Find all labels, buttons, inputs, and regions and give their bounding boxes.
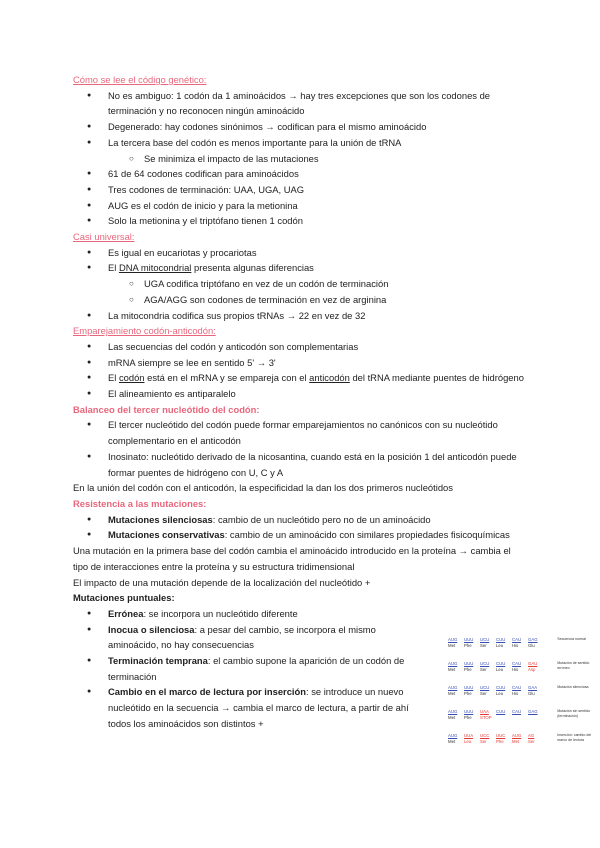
section-heading-balanceo: Balanceo del tercer nucleótido del codón: [73, 403, 260, 415]
list-resistencia [73, 512, 528, 543]
list-item: ● Mutaciones conservativas: cambio de un aminoácido con similares propiedades fisicoquímicas [73, 527, 528, 543]
codon-note: Mutación de sentido erróneo [557, 661, 590, 670]
list-item: ● El tercer nucleótido del codón puede formar emparejamientos no canónicos con su nucleótido complementario en el anticodón [73, 417, 528, 448]
codon-group: AUG UUA UCC UUC AUG AG Met Leu Ser Phe Met Ser Inserción: cambio del marco de lectura [448, 733, 598, 752]
list-item: ● Degenerado: hay codones sinónimos → codifican para el mismo aminoácido [73, 119, 528, 135]
list-item: ● La tercera base del codón es menos importante para la unión de tRNA [73, 135, 528, 151]
list-item: ● Errónea: se incorpora un nucleótido diferente [73, 606, 413, 622]
list-item: ● AUG es el codón de inicio y para la metionina [73, 198, 528, 214]
list-item: ● Solo la metionina y el triptófano tienen 1 codón [73, 213, 528, 229]
list-item: ● El codón está en el mRNA y se empareja con el anticodón del tRNA mediante puentes de hidrógeno [73, 370, 528, 386]
paragraph: Una mutación en la primera base del codón cambia el aminoácido introducido en la proteína → cambia el tipo de interacciones entre la proteína y su estructura tridimensional [73, 545, 511, 572]
list-item: ● Cambio en el marco de lectura por inserción: se introduce un nuevo nucleótido en la secuencia → cambia el marco de lectura, a partir de ahí todos los aminoácidos son distintos + [73, 684, 413, 731]
list-item: ● El alineamiento es antiparalelo [73, 386, 528, 402]
document-content [73, 72, 528, 732]
sub-list-item: ○ AGA/AGG son codones de terminación en vez de arginina [73, 292, 528, 308]
list-item: ● No es ambiguo: 1 codón da 1 aminoácidos → hay tres excepciones que son los codones de terminación y no reconocen ningún aminoácido [73, 88, 528, 119]
codon-note: Inserción: cambio del marco de lectura [557, 733, 592, 742]
section-heading-emparejamiento: Emparejamiento codón-anticodón: [73, 325, 216, 337]
codon-note: Mutación sin sentido (terminación) [557, 709, 590, 718]
dna-mitocondrial-term: DNA mitocondrial [118, 262, 192, 274]
list-codigo [73, 88, 528, 229]
list-item: ● Inosinato: nucleótido derivado de la nicosantina, cuando está en la posición 1 del anticodón puede formar puentes de hidrógeno con U, C y A [73, 449, 528, 480]
list-item: ● Tres codones de terminación: UAA, UGA, UAG [73, 182, 528, 198]
paragraph: El impacto de una mutación depende de la localización del nucleótido + [73, 576, 371, 588]
codon-group: AUG UUU UAA CUU CAU GAG Met Phe STOP Mutación sin sentido (terminación) [448, 709, 598, 728]
list-item: ● Es igual en eucariotas y procariotas [73, 245, 528, 261]
codon-group: AUG UUU UCU CUU CAU GAG Met Phe Ser Leu His Glu Secuencia normal [448, 637, 598, 656]
section-heading-resistencia: Resistencia a las mutaciones: [73, 497, 207, 509]
list-item: ● Las secuencias del codón y anticodón son complementarias [73, 339, 528, 355]
list-item: ● El DNA mitocondrial presenta algunas diferencias [73, 260, 528, 276]
list-item: ● La mitocondria codifica sus propios tRNAs → 22 en vez de 32 [73, 308, 528, 324]
codon-group: AUG UUU UCU CUU CAU GAA Met Phe Ser Leu His Glu Mutación silenciosa [448, 685, 598, 704]
list-item: ● mRNA siempre se lee en sentido 5' → 3' [73, 355, 528, 371]
list-emparejamiento [73, 339, 528, 402]
list-universal [73, 245, 528, 324]
list-item: ● Mutaciones silenciosas: cambio de un nucleótido pero no de un aminoácido [73, 512, 528, 528]
sub-list-item: ○ Se minimiza el impacto de las mutaciones [73, 151, 528, 167]
section-heading-puntuales: Mutaciones puntuales: [73, 592, 175, 604]
section-heading-codigo: Cómo se lee el código genético: [73, 74, 207, 85]
anticodon-term: anticodón [309, 372, 350, 384]
list-item: ● Inocua o silenciosa: a pesar del cambio, se incorpora el mismo aminoácido, no hay consecuencias [73, 622, 413, 653]
codon-term: codón [118, 372, 145, 384]
codon-mutation-figure [448, 637, 598, 757]
sub-list-item: ○ UGA codifica triptófano en vez de un codón de terminación [73, 276, 528, 292]
section-heading-universal: Casi universal: [73, 231, 135, 243]
codon-group: AUG UUU UCU CUU CAU GAU Met Phe Ser Leu His Asp Mutación de sentido erróneo [448, 661, 598, 680]
codon-note: Mutación silenciosa [557, 685, 589, 689]
list-puntuales [73, 606, 413, 732]
codon-note: Secuencia normal [557, 637, 586, 641]
paragraph: En la unión del codón con el anticodón, la especificidad la dan los dos primeros nucleótidos [73, 482, 453, 494]
list-item: ● 61 de 64 codones codifican para aminoácidos [73, 166, 528, 182]
list-item: ● Terminación temprana: el cambio supone la aparición de un codón de terminación [73, 653, 413, 684]
list-balanceo [73, 417, 528, 480]
